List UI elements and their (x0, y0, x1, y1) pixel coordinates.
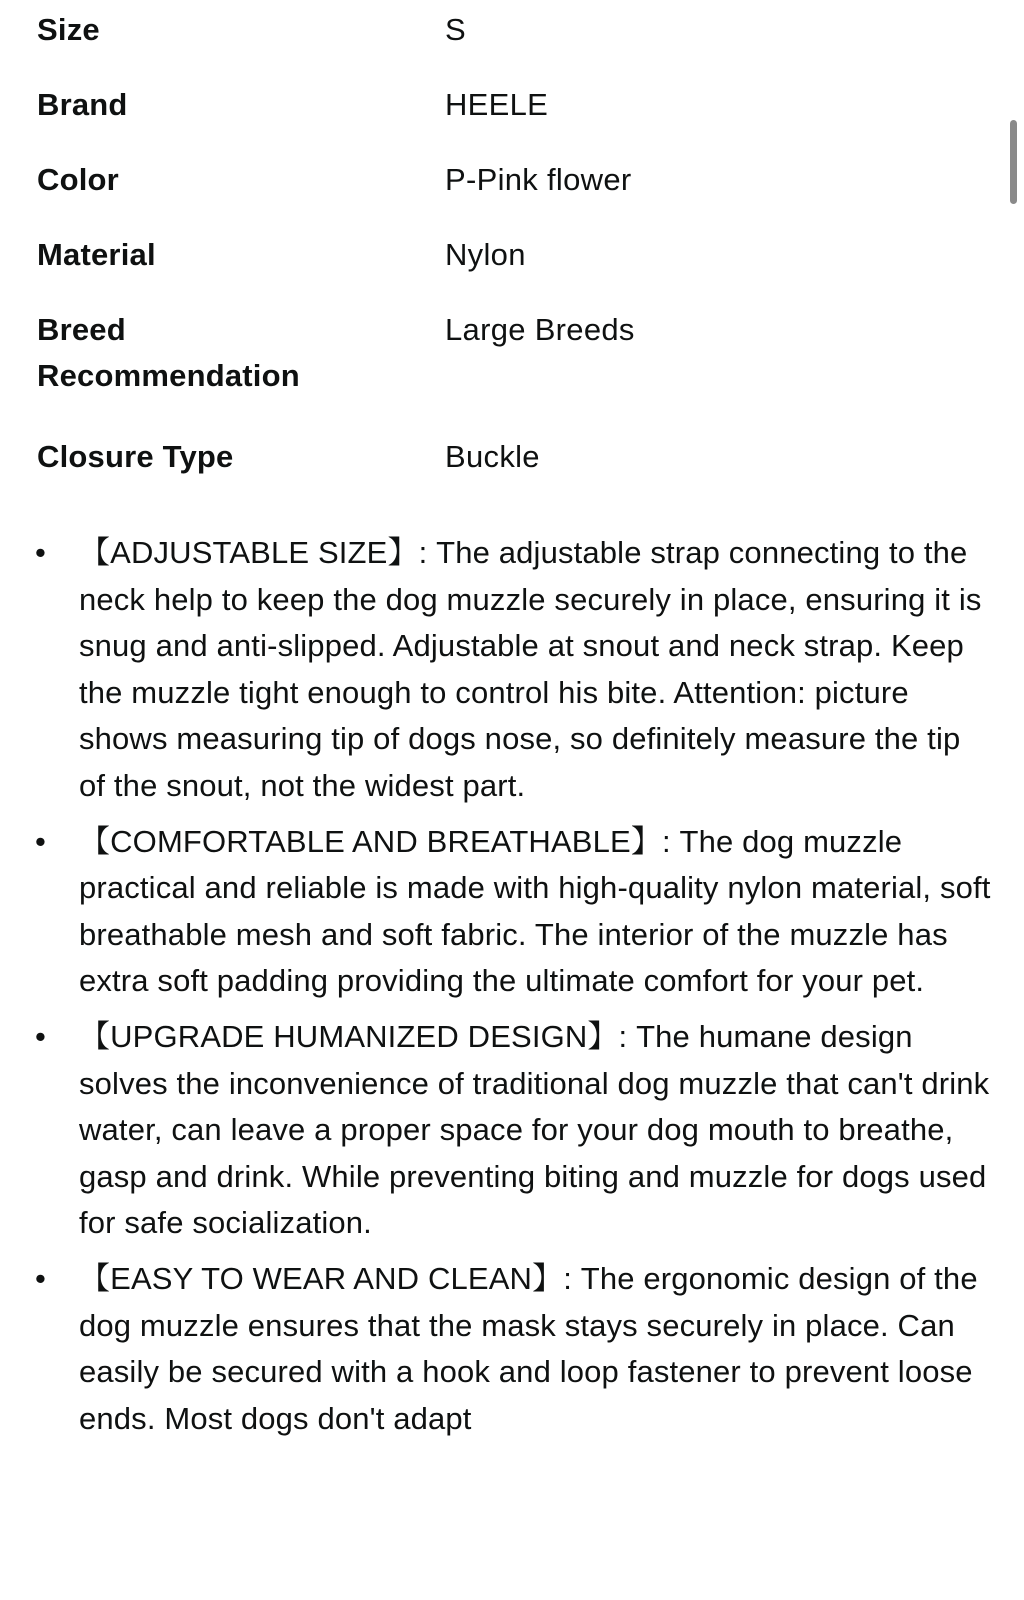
spec-row-breed-recommendation (37, 312, 977, 399)
spec-value: Nylon (445, 237, 526, 272)
spec-value: S (445, 12, 466, 47)
spec-row-brand (37, 87, 977, 122)
bullet-text: 【EASY TO WEAR AND CLEAN】: The ergonomic design of the dog muzzle ensures that the mask stays securely in place. Can easily be secured with a hook and loop fastener to prevent loose ends. Most dogs don't adapt (79, 1260, 978, 1436)
list-item (32, 1256, 992, 1442)
spec-key: Breed Recommendation (37, 312, 300, 393)
spec-value: Large Breeds (445, 312, 635, 347)
bullet-icon: • (35, 1018, 47, 1054)
spec-value: P-Pink flower (445, 162, 632, 197)
spec-key: Brand (37, 87, 128, 122)
spec-row-material (37, 237, 977, 272)
spec-row-color (37, 162, 977, 197)
spec-key: Material (37, 237, 156, 272)
bullet-text: 【COMFORTABLE AND BREATHABLE】: The dog muzzle practical and reliable is made with high-quality nylon material, soft breathable mesh and soft fabric. The interior of the muzzle has extra soft padding providing the ultimate comfort for your pet. (79, 823, 991, 999)
list-item (32, 530, 992, 810)
list-item (32, 819, 992, 1005)
spec-value: Buckle (445, 439, 540, 474)
spec-key: Closure Type (37, 439, 234, 474)
bullet-icon: • (35, 535, 47, 570)
spec-row-closure-type (37, 439, 977, 474)
product-spec-table (37, 12, 977, 514)
spec-key: Color (37, 162, 119, 197)
bullet-icon: • (35, 823, 47, 859)
bullet-text: 【UPGRADE HUMANIZED DESIGN】: The humane design solves the inconvenience of traditional dog muzzle that can't drink water, can leave a proper space for your dog mouth to breathe, gasp and drink. While preventing biting and muzzle for dogs used for safe socialization. (79, 1018, 990, 1241)
list-item (32, 1014, 992, 1247)
scrollbar-thumb[interactable] (1010, 120, 1017, 204)
bullet-text: 【ADJUSTABLE SIZE】: The adjustable strap connecting to the neck help to keep the dog muzzle securely in place, ensuring it is snug and anti-slipped. Adjustable at snout and neck strap. Keep the muzzle tight enough to control his bite. Attention: picture shows measuring tip of dogs nose, so definitely measure the tip of the snout, not the widest part. (79, 535, 982, 803)
spec-row-size (37, 12, 977, 47)
bullet-icon: • (35, 1260, 47, 1296)
spec-value: HEELE (445, 87, 549, 122)
spec-key: Size (37, 12, 100, 47)
about-this-item-list (32, 530, 992, 1451)
